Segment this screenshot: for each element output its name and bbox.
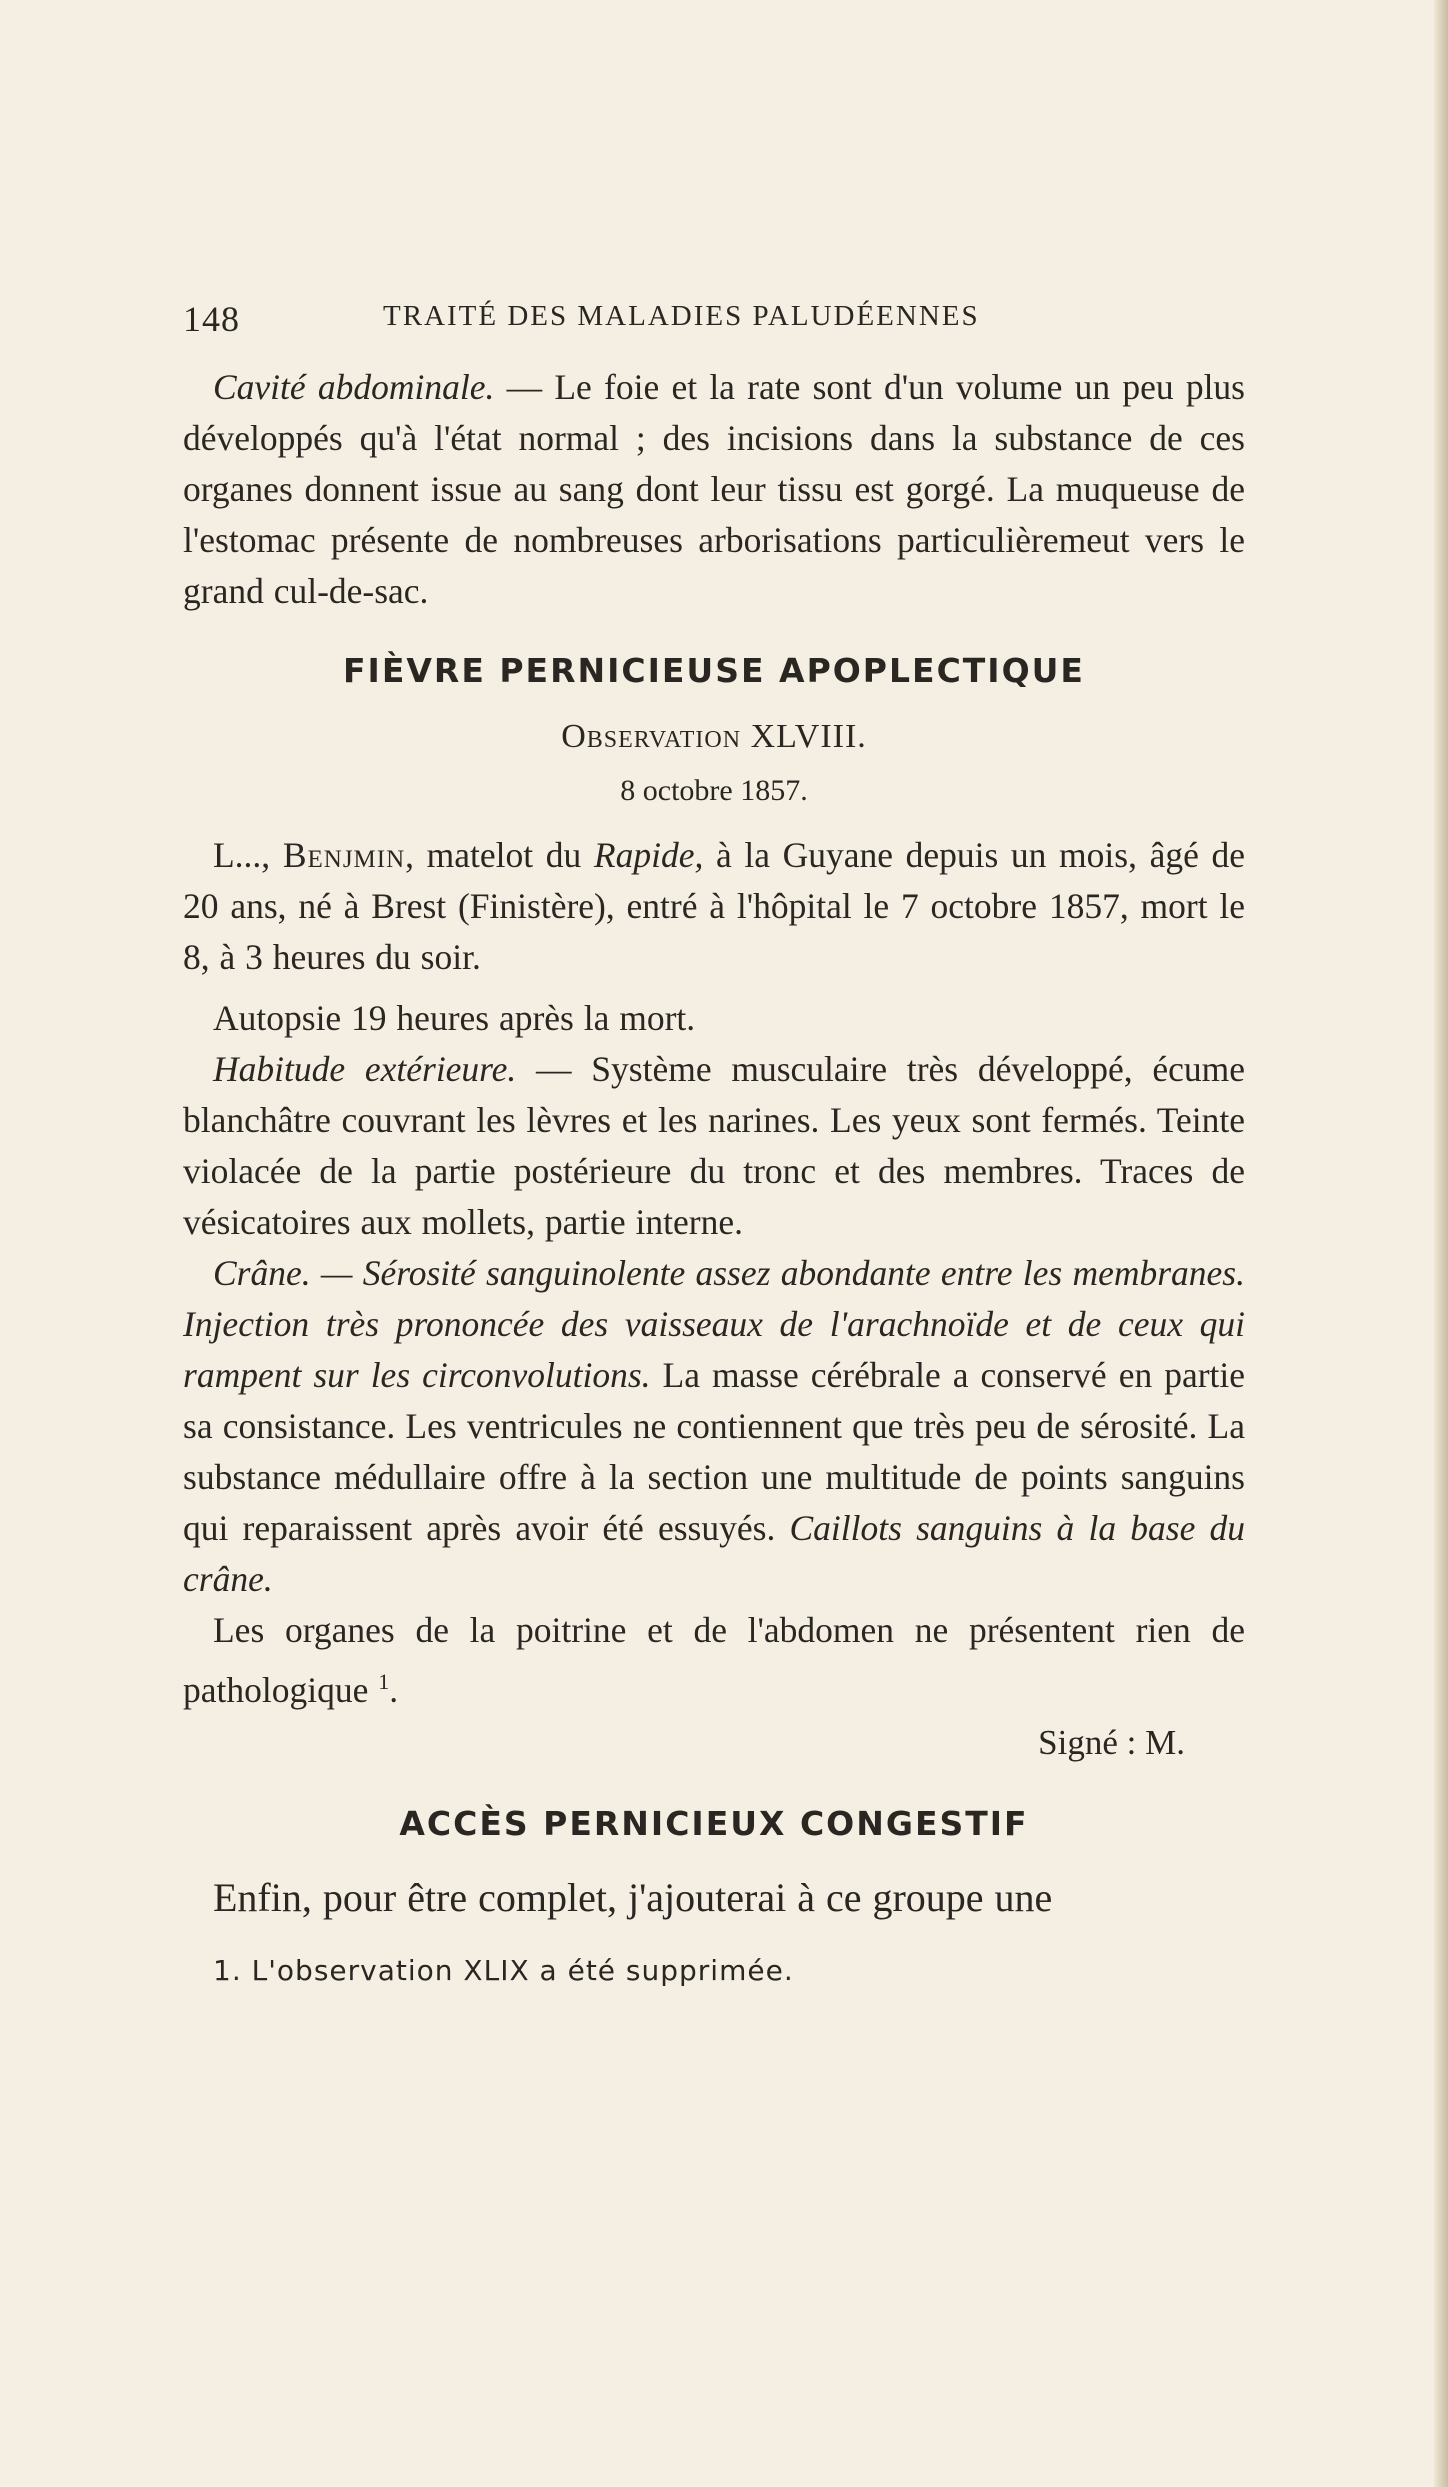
- crane-italic-text: — Sérosité sanguinolente assez abondante entre les membranes. Injection très prononcée des vaisseaux de l'arachnoïde et de ceux qui rampent sur les circonvolutions.: [183, 1253, 1245, 1395]
- running-title: TRAITÉ DES MALADIES PALUDÉENNES: [383, 300, 980, 332]
- patient-post: à la Guyane depuis un mois, âgé de 20 ans, né à Brest (Finistère), entré à l'hôpital le 7 octobre 1857, mort le 8, à 3 heures du soir.: [183, 835, 1245, 977]
- autopsy-line: Autopsie 19 heures après la mort.: [213, 998, 696, 1038]
- observation-title: Observation XLVIII.: [561, 718, 867, 755]
- book-page: [183, 290, 1245, 1991]
- crane-end-italic: Caillots sanguins à la base du crâne.: [183, 1508, 1245, 1599]
- abdomen-paragraph: [183, 362, 1245, 617]
- patient-paragraph: [183, 830, 1245, 983]
- habitude-paragraph: [183, 1044, 1245, 1248]
- abdomen-text: — Le foie et la rate sont d'un volume un peu plus développés qu'à l'état normal ; des incisions dans la substance de ces organes donnent issue au sang dont leur tissu est gorgé. La muqueuse de l'estomac présente de nombreuses arborisations particulièremeut vers le grand cul-de-sac.: [183, 367, 1246, 611]
- patient-mid: , matelot du: [405, 835, 594, 875]
- observation-date: 8 octobre 1857.: [620, 774, 808, 807]
- ship-name: Rapide,: [593, 835, 704, 875]
- patient-pre: L...,: [213, 835, 283, 875]
- crane-text: La masse cérébrale a conservé en partie sa consistance. Les ventricules ne contiennent que très peu de sérosité. La substance médullaire offre à la section une multitude de points sanguins qui reparaissent après avoir été essuyés.: [183, 1355, 1246, 1548]
- page-number: 148: [183, 299, 240, 339]
- page-edge: [1434, 0, 1448, 2487]
- signature: Signé : M.: [1038, 1722, 1185, 1762]
- crane-paragraph: [183, 1248, 1245, 1605]
- crane-label: Crâne.: [213, 1253, 311, 1293]
- organs-paragraph: Les organes de la poitrine et de l'abdomen ne présentent rien de pathologique $^1$.: [183, 1610, 1245, 1710]
- footnote: 1. L'observation XLIX a été supprimée.: [213, 1953, 794, 1987]
- section-heading-congestif: ACCÈS PERNICIEUX CONGESTIF: [399, 1803, 1029, 1843]
- abdomen-label: Cavité abdominale.: [213, 367, 495, 407]
- footnote-marker: 1: [378, 1669, 390, 1694]
- patient-name: Benjmin: [282, 835, 406, 875]
- section-heading-apoplectique: FIÈVRE PERNICIEUSE APOPLECTIQUE: [343, 651, 1085, 690]
- closing-line: Enfin, pour être complet, j'ajouterai à ce groupe une: [213, 1874, 1053, 1920]
- habitude-label: Habitude extérieure.: [213, 1049, 517, 1089]
- organs-text: Les organes de la poitrine et de l'abdomen ne présentent rien de pathologique: [183, 1610, 1245, 1710]
- running-head: [183, 290, 1245, 340]
- habitude-text: — Système musculaire très développé, écume blanchâtre couvrant les lèvres et les narines. Les yeux sont fermés. Teinte violacée de la partie postérieure du tronc et des membres. Traces de vésicatoires aux mollets, partie interne.: [183, 1049, 1245, 1242]
